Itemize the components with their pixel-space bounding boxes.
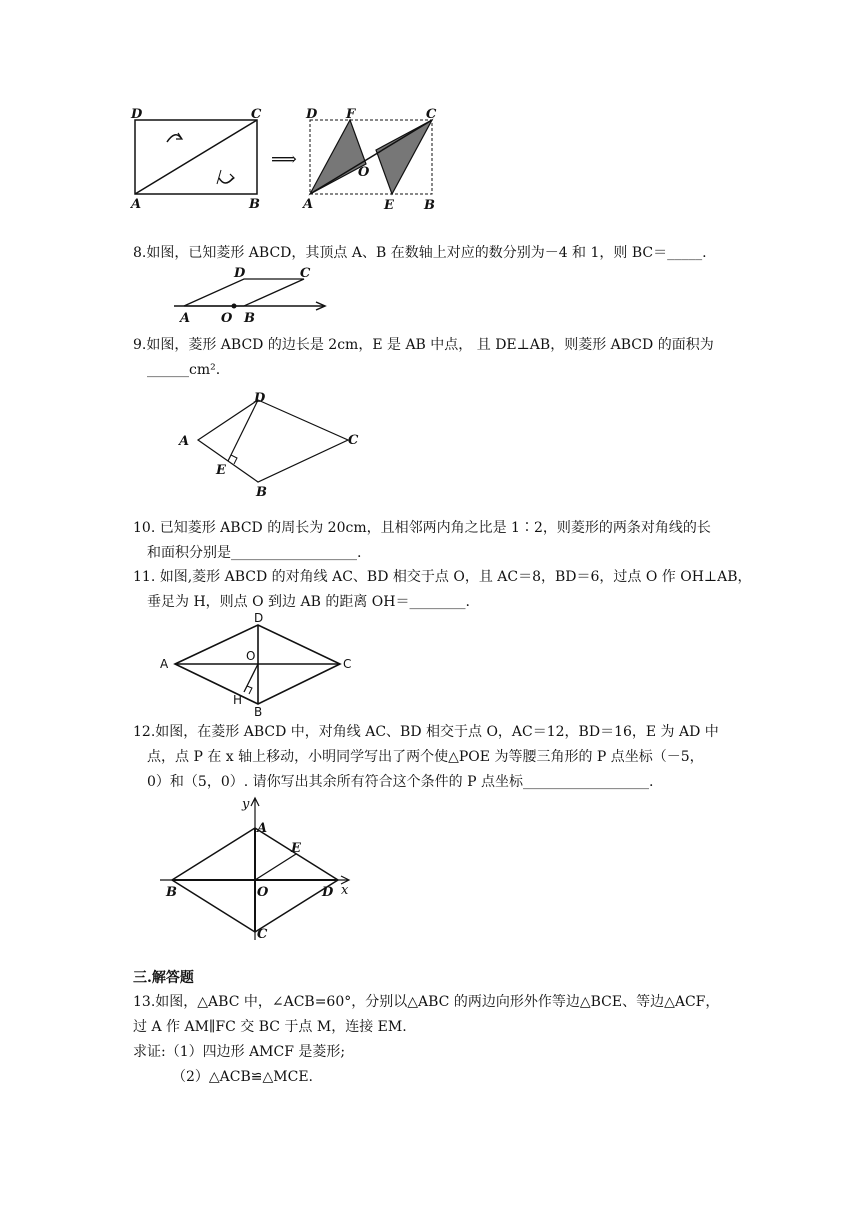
rhombus-DE-perpendicular-figure — [172, 388, 372, 502]
label-A: A — [160, 657, 169, 671]
label-A: A — [303, 197, 314, 212]
label-C: C — [257, 927, 268, 942]
question-9-line1: 9.如图，菱形 ABCD 的边长是 2cm，E 是 AB 中点， 且 DE⊥AB，则菱形 ABCD 的面积为 — [133, 337, 714, 353]
label-O: O — [257, 885, 269, 900]
label-D: D — [322, 885, 334, 900]
label-D: D — [254, 391, 266, 406]
label-x: x — [341, 883, 349, 898]
number-line-rhombus-figure — [170, 266, 330, 324]
label-A: A — [131, 197, 142, 212]
label-C: C — [426, 107, 437, 122]
rhombus-coordinate-figure — [160, 796, 360, 944]
label-A: A — [179, 434, 190, 449]
label-O: O — [246, 649, 256, 663]
label-E: E — [384, 198, 394, 213]
label-y: y — [242, 797, 250, 812]
label-B: B — [254, 705, 263, 719]
label-D: D — [306, 107, 318, 122]
label-A: A — [257, 821, 268, 836]
question-13-line4: （2）△ACB≌△MCE. — [172, 1069, 313, 1085]
question-13-line1: 13.如图，△ABC 中，∠ACB=60°，分别以△ABC 的两边向形外作等边△BCE、等边△ACF， — [133, 994, 720, 1010]
label-C: C — [343, 657, 352, 671]
question-12-line2: 点，点 P 在 x 轴上移动，小明同学写出了两个使△POE 为等腰三角形的 P 点坐标（－5， — [147, 749, 704, 765]
rhombus-diagonals-OH-figure — [160, 612, 360, 718]
label-D: D — [254, 611, 264, 625]
label-B: B — [256, 485, 267, 500]
label-B: B — [249, 197, 260, 212]
rectangle-fold-figure — [125, 108, 265, 212]
question-8-text: 8.如图，已知菱形 ABCD，其顶点 A、B 在数轴上对应的数分别为－4 和 1，则 BC＝_____. — [133, 245, 707, 261]
label-F: F — [346, 107, 356, 122]
label-E: E — [291, 841, 301, 856]
question-11-line2: 垂足为 H，则点 O 到边 AB 的距离 OH＝________. — [147, 594, 470, 610]
question-10-line2: 和面积分别是__________________. — [147, 545, 362, 561]
folded-rectangle-figure — [300, 108, 446, 212]
label-B: B — [244, 311, 255, 326]
label-E: E — [216, 463, 226, 478]
label-D: D — [234, 266, 246, 281]
question-10-line1: 10. 已知菱形 ABCD 的周长为 20cm，且相邻两内角之比是 1∶2，则菱形的两条对角线的长 — [133, 520, 711, 536]
question-13-line2: 过 A 作 AM∥FC 交 BC 于点 M，连接 EM. — [133, 1019, 407, 1035]
label-B: B — [166, 885, 177, 900]
question-11-line1: 11. 如图,菱形 ABCD 的对角线 AC、BD 相交于点 O，且 AC＝8，BD＝6，过点 O 作 OH⊥AB， — [133, 569, 752, 585]
label-C: C — [300, 266, 311, 281]
question-13-line3: 求证:（1）四边形 AMCF 是菱形; — [133, 1044, 346, 1060]
label-O: O — [358, 165, 370, 180]
question-9-line2: ______cm². — [147, 362, 221, 378]
question-12-line1: 12.如图，在菱形 ABCD 中，对角线 AC、BD 相交于点 O，AC＝12，BD＝16，E 为 AD 中 — [133, 724, 719, 740]
label-D: D — [131, 107, 143, 122]
question-12-line3: 0）和（5，0）. 请你写出其余所有符合这个条件的 P 点坐标__________________. — [147, 774, 654, 790]
section-3-title: 三.解答题 — [133, 970, 194, 986]
transform-arrow: ⟹ — [271, 149, 297, 170]
label-O: O — [221, 311, 233, 326]
label-A: A — [180, 311, 191, 326]
label-C: C — [348, 433, 359, 448]
label-H: H — [233, 693, 243, 707]
label-C: C — [251, 107, 262, 122]
label-B: B — [424, 198, 435, 213]
